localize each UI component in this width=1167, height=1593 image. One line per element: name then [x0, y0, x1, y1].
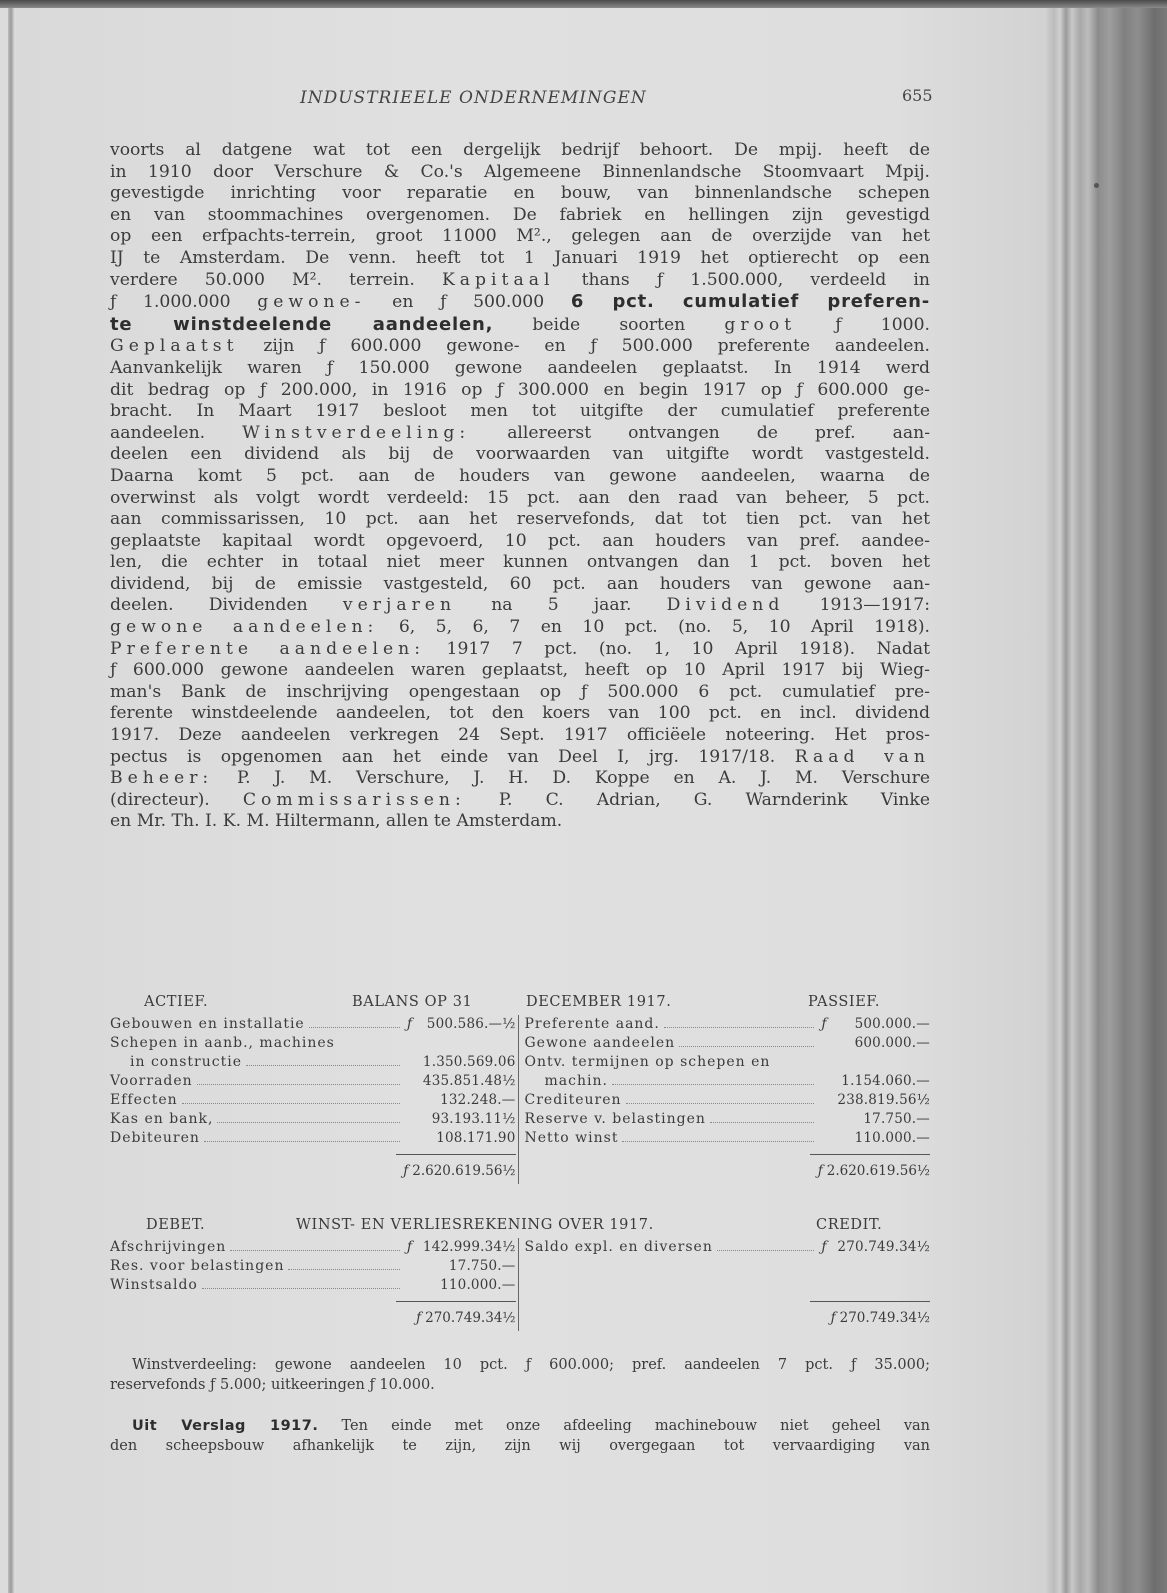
book-spine — [1046, 8, 1167, 1593]
text-line: reservefonds ƒ 5.000; uitkeeringen ƒ 10.000. — [110, 1377, 435, 1393]
debet-total: ƒ 270.749.34½ — [416, 1310, 516, 1326]
table-row: Preferente aand. ƒ 500.000.— — [524, 1016, 930, 1032]
debet-column — [110, 1238, 519, 1331]
text-line: ferente winstdeelende aandeelen, tot den koers van 100 pct. en incl. dividend — [110, 703, 930, 724]
table-row: Gewone aandeelen 600.000.— — [524, 1035, 930, 1051]
balance-title-a: BALANS OP 31 — [352, 994, 473, 1010]
table-row: Ontv. termijnen op schepen en — [524, 1054, 771, 1070]
running-head: INDUSTRIEELE ONDERNEMINGEN — [300, 88, 647, 108]
credit-total: ƒ 270.749.34½ — [830, 1310, 930, 1326]
table-row: Schepen in aanb., machines — [110, 1035, 335, 1051]
table-row: Reserve v. belastingen 17.750.— — [524, 1111, 930, 1127]
profit-loss-header — [110, 1216, 930, 1238]
profit-loss-account — [110, 1216, 930, 1331]
balance-sheet — [110, 993, 930, 1184]
balance-sheet-header — [110, 993, 930, 1015]
table-row: Kas en bank, 93.193.11½ — [110, 1111, 516, 1127]
text-line: man's Bank de inschrijving opengestaan op ƒ 500.000 6 pct. cumulatief pre- — [110, 681, 930, 702]
text-line: pectus is opgenomen aan het einde van Deel I, jrg. 1917/18. Raad van — [110, 746, 930, 767]
table-row: Winstsaldo 110.000.— — [110, 1277, 516, 1293]
credit-heading: CREDIT. — [816, 1217, 883, 1233]
text-line: ƒ 1.000.000 gewone- en ƒ 500.000 6 pct. cumulatief preferen- — [110, 291, 930, 313]
sum-rule — [525, 1148, 931, 1162]
spaced-term-kapitaal: Kapitaal — [441, 269, 555, 290]
text-line: dit bedrag op ƒ 200.000, in 1916 op ƒ 300.000 en begin 1917 op ƒ 600.000 ge- — [110, 379, 930, 400]
text-line: (directeur). Commissarissen: P. C. Adrian, G. Warnderink Vinke — [110, 789, 930, 810]
text-line: ƒ 600.000 gewone aandeelen waren geplaatst, heeft op 10 April 1917 bij Wieg- — [110, 660, 930, 681]
table-row: Effecten 132.248.— — [110, 1092, 516, 1108]
text-line: geplaatste kapitaal wordt opgevoerd, 10 pct. aan houders van pref. aandee- — [110, 530, 930, 551]
passief-column — [519, 1015, 931, 1184]
text-line: Winstverdeeling: gewone aandeelen 10 pct. ƒ 600.000; pref. aandeelen 7 pct. ƒ 35.000; — [132, 1357, 930, 1373]
bold-term: te winstdeelende aandeelen, — [110, 313, 494, 335]
text-line: Beheer: P. J. M. Verschure, J. H. D. Koppe en A. J. M. Verschure — [110, 768, 930, 789]
text-line: IJ te Amsterdam. De venn. heeft tot 1 Januari 1919 het optierecht op een — [110, 247, 930, 268]
sum-rule — [110, 1148, 516, 1162]
text-line: bracht. In Maart 1917 besloot men tot uitgifte der cumulatief preferente — [110, 401, 930, 422]
credit-column — [519, 1238, 931, 1331]
text-line: 1917. Deze aandeelen verkregen 24 Sept. 1917 officiëele noteering. Het pros- — [110, 725, 930, 746]
text-line: gevestigde inrichting voor reparatie en bouw, van binnenlandsche schepen — [110, 183, 930, 204]
verslag-heading: Uit Verslag 1917. — [132, 1418, 319, 1434]
text-line: deelen. Dividenden verjaren na 5 jaar. Dividend 1913—1917: — [110, 595, 931, 616]
text-line: dividend, bij de emissie vastgesteld, 60 pct. aan houders van gewone aan- — [110, 573, 930, 594]
text-line: op een erfpachts-terrein, groot 11000 M²., gelegen aan de overzijde van het — [110, 226, 930, 247]
text-line: Daarna komt 5 pct. aan de houders van gewone aandeelen, waarna de — [110, 465, 930, 486]
text-line: en van stoommachines overgenomen. De fabriek en hellingen zijn gevestigd — [110, 204, 930, 225]
profit-distribution-note — [110, 1355, 930, 1395]
text-line: den scheepsbouw afhankelijk te zijn, zijn wij overgegaan tot vervaardiging van — [110, 1438, 930, 1454]
actief-total: ƒ 2.620.619.56½ — [403, 1163, 516, 1179]
text-line: aandeelen. Winstverdeeling: allereerst ontvangen de pref. aan- — [110, 422, 930, 443]
actief-heading: ACTIEF. — [144, 994, 209, 1010]
annual-report-excerpt — [110, 1416, 930, 1456]
text-line: Uit Verslag 1917. Ten einde met onze afdeeling machinebouw niet geheel van — [132, 1418, 930, 1434]
text-line: en Mr. Th. I. K. M. Hiltermann, allen te Amsterdam. — [110, 811, 563, 832]
text-line: verdere 50.000 M². terrein. Kapitaal thans ƒ 1.500.000, verdeeld in — [110, 269, 930, 290]
sum-rule — [110, 1295, 516, 1309]
actief-column — [110, 1015, 519, 1184]
table-row: Voorraden 435.851.48½ — [110, 1073, 516, 1089]
text-line: te winstdeelende aandeelen, beide soorten groot ƒ 1000. — [110, 313, 930, 335]
table-row: Debiteuren 108.171.90 — [110, 1130, 516, 1146]
passief-heading: PASSIEF. — [808, 994, 881, 1010]
text-line: overwinst als volgt wordt verdeeld: 15 pct. aan den raad van beheer, 5 pct. — [110, 487, 930, 508]
text-line: deelen een dividend als bij de voorwaarden van uitgifte wordt vastgesteld. — [110, 444, 930, 465]
paper-blemish — [1094, 183, 1099, 188]
profit-loss-title: WINST- EN VERLIESREKENING OVER 1917. — [296, 1217, 654, 1233]
sum-rule — [525, 1295, 931, 1309]
bold-term: 6 pct. cumulatief preferen- — [570, 291, 930, 313]
balance-title-b: DECEMBER 1917. — [526, 994, 672, 1010]
text-line: voorts al datgene wat tot een dergelijk bedrijf behoort. De mpij. heeft de — [110, 140, 930, 160]
table-row: Afschrijvingen ƒ 142.999.34½ — [110, 1239, 516, 1255]
text-line: in 1910 door Verschure & Co.'s Algemeene Binnenlandsche Stoomvaart Mpij. — [110, 161, 930, 182]
text-line: len, die echter in totaal niet meer kunnen ontvangen dan 1 pct. boven het — [110, 552, 930, 573]
passief-total: ƒ 2.620.619.56½ — [817, 1163, 930, 1179]
table-row: Crediteuren 238.819.56½ — [524, 1092, 930, 1108]
debet-heading: DEBET. — [146, 1217, 206, 1233]
text-line: Aanvankelijk waren ƒ 150.000 gewone aandeelen geplaatst. In 1914 werd — [110, 357, 930, 378]
table-row: Saldo expl. en diversen ƒ 270.749.34½ — [524, 1239, 930, 1255]
table-row: in constructie 1.350.569.06 — [130, 1054, 516, 1070]
table-row: Res. voor belastingen 17.750.— — [110, 1258, 516, 1274]
text-line: aan commissarissen, 10 pct. aan het reservefonds, dat tot tien pct. van het — [110, 509, 930, 530]
text-line: Preferente aandeelen: 1917 7 pct. (no. 1, 10 April 1918). Nadat — [110, 638, 931, 659]
table-row: Netto winst 110.000.— — [524, 1130, 930, 1146]
text-line: Geplaatst zijn ƒ 600.000 gewone- en ƒ 500.000 preferente aandeelen. — [110, 336, 930, 357]
table-row: Gebouwen en installatie ƒ 500.586.—½ — [110, 1016, 516, 1032]
scan-top-edge — [0, 0, 1167, 8]
table-row: machin. 1.154.060.— — [544, 1073, 930, 1089]
page-number: 655 — [902, 86, 933, 105]
text-line: gewone aandeelen: 6, 5, 6, 7 en 10 pct. (no. 5, 10 April 1918). — [110, 617, 930, 638]
company-description — [110, 140, 930, 833]
